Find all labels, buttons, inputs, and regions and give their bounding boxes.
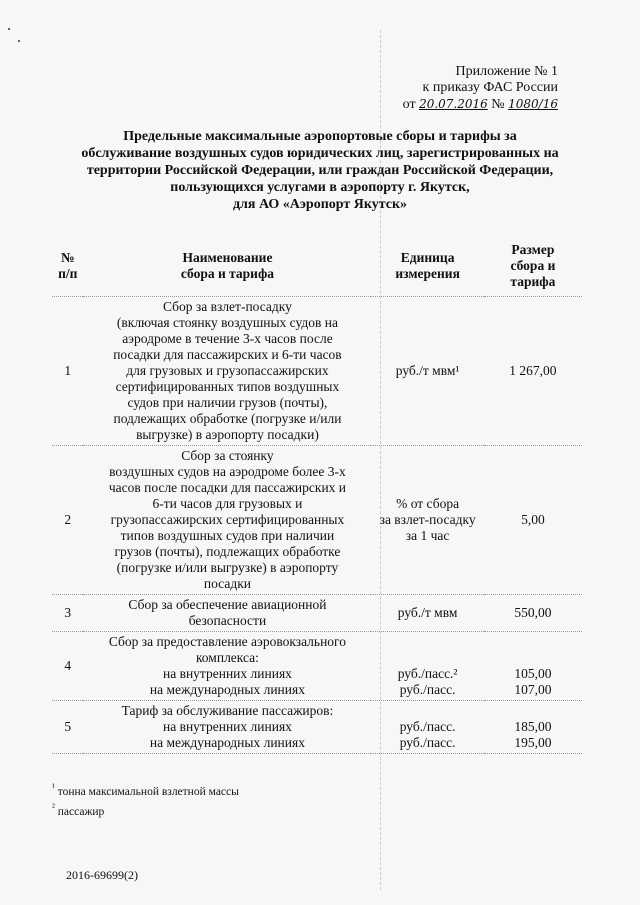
row-unit: руб./т мвм¹ (395, 363, 460, 378)
row-unit (371, 632, 483, 701)
sub-label: на внутренних линиях (162, 666, 292, 681)
sub-label: на международных линиях (149, 735, 305, 750)
row-name: Сбор за взлет-посадку (включая стоянку воздушных судов на аэродроме в течение 3-х часов после посадки для пассажирских и 6-ти часов для грузовых и грузопассажирских сертифицированных типов воздушных судов при наличии грузов (почты), подлежащих обработке (погрузке и/или выгрузке) в аэропорту посадки) (113, 299, 342, 442)
row-value: 5,00 (521, 512, 545, 527)
row-value: 1 267,00 (509, 363, 557, 378)
row-unit (371, 701, 483, 754)
table-row (52, 632, 582, 701)
row-value (484, 632, 582, 701)
annex-date-line (403, 96, 558, 113)
row-name: Сбор за обеспечение авиационной безопасности (128, 597, 327, 628)
footnote (52, 800, 239, 820)
header-value: Размер сбора и тарифа (510, 242, 556, 289)
sub-value: 195,00 (514, 735, 552, 750)
fees-table (52, 236, 582, 754)
annex-number-label: № (491, 97, 505, 112)
annex-date-handwritten: 20.07.2016 (419, 97, 488, 111)
footnote-text: тонна максимальной взлетной массы (57, 785, 239, 798)
sub-label: на внутренних линиях (162, 719, 292, 734)
scan-speck (18, 40, 20, 42)
row-name: Тариф за обслуживание пассажиров: на внутренних линиях на международных линиях (83, 701, 371, 754)
title-line: для АО «Аэропорт Якутск» (232, 197, 408, 212)
row-num: 2 (64, 512, 72, 527)
sub-unit: руб./пасс.² (397, 666, 458, 681)
footnote-text: пассажир (57, 805, 105, 818)
sub-unit: руб./пасс. (399, 682, 456, 697)
table-row (52, 595, 582, 632)
row-num: 3 (64, 605, 72, 620)
footnote-mark: ¹ (52, 782, 55, 793)
table-header-row (52, 236, 582, 297)
row-value: 550,00 (514, 605, 552, 620)
row-name: Сбор за стоянку воздушных судов на аэродроме более 3-х часов после посадки для пассажирских и 6-ти часов для грузовых и грузопассажирских сертифицированных типов воздушных судов при наличии грузов (почты), подлежащих обработке (погрузке и/или выгрузке) в аэропорту посадки (108, 448, 347, 591)
row-num: 4 (64, 658, 72, 673)
sub-unit: руб./пасс. (399, 735, 456, 750)
sub-unit: руб./пасс. (399, 719, 456, 734)
annex-from-label: от (402, 97, 416, 112)
annex-order-line: к приказу ФАС России (422, 80, 558, 95)
scan-speck (8, 28, 10, 30)
table-row (52, 701, 582, 754)
sub-value: 185,00 (514, 719, 552, 734)
table-row (52, 446, 582, 595)
document-title (40, 128, 600, 213)
sub-label: на международных линиях (149, 682, 305, 697)
row-value (484, 701, 582, 754)
title-line: территории Российской Федерации, или граждан Российской Федерации, (86, 163, 554, 178)
header-name: Наименование сбора и тарифа (180, 250, 275, 281)
row-name: Сбор за предоставление аэровокзального комплекса: на внутренних линиях на международных линиях (83, 632, 371, 701)
row-unit: % от сбора за взлет-посадку за 1 час (379, 496, 476, 543)
footnote (52, 780, 239, 800)
title-line: Предельные максимальные аэропортовые сборы и тарифы за (123, 129, 517, 144)
row-num: 5 (64, 719, 72, 734)
title-line: обслуживание воздушных судов юридических лиц, зарегистрированных на (81, 146, 559, 161)
row-num: 1 (64, 363, 72, 378)
sub-value: 105,00 (514, 666, 552, 681)
document-code: 2016-69699(2) (66, 868, 138, 882)
table-row (52, 297, 582, 446)
footnote-mark: ² (52, 801, 55, 813)
sub-value: 107,00 (514, 682, 552, 697)
header-unit: Единица измерения (395, 250, 460, 281)
header-num: № п/п (58, 250, 78, 281)
annex-block (378, 64, 558, 113)
annex-number-handwritten: 1080/16 (508, 97, 558, 111)
footnotes (52, 780, 239, 820)
annex-title: Приложение № 1 (455, 64, 558, 79)
row-unit: руб./т мвм (397, 605, 458, 620)
title-line: пользующихся услугами в аэропорту г. Якутск, (170, 180, 470, 195)
